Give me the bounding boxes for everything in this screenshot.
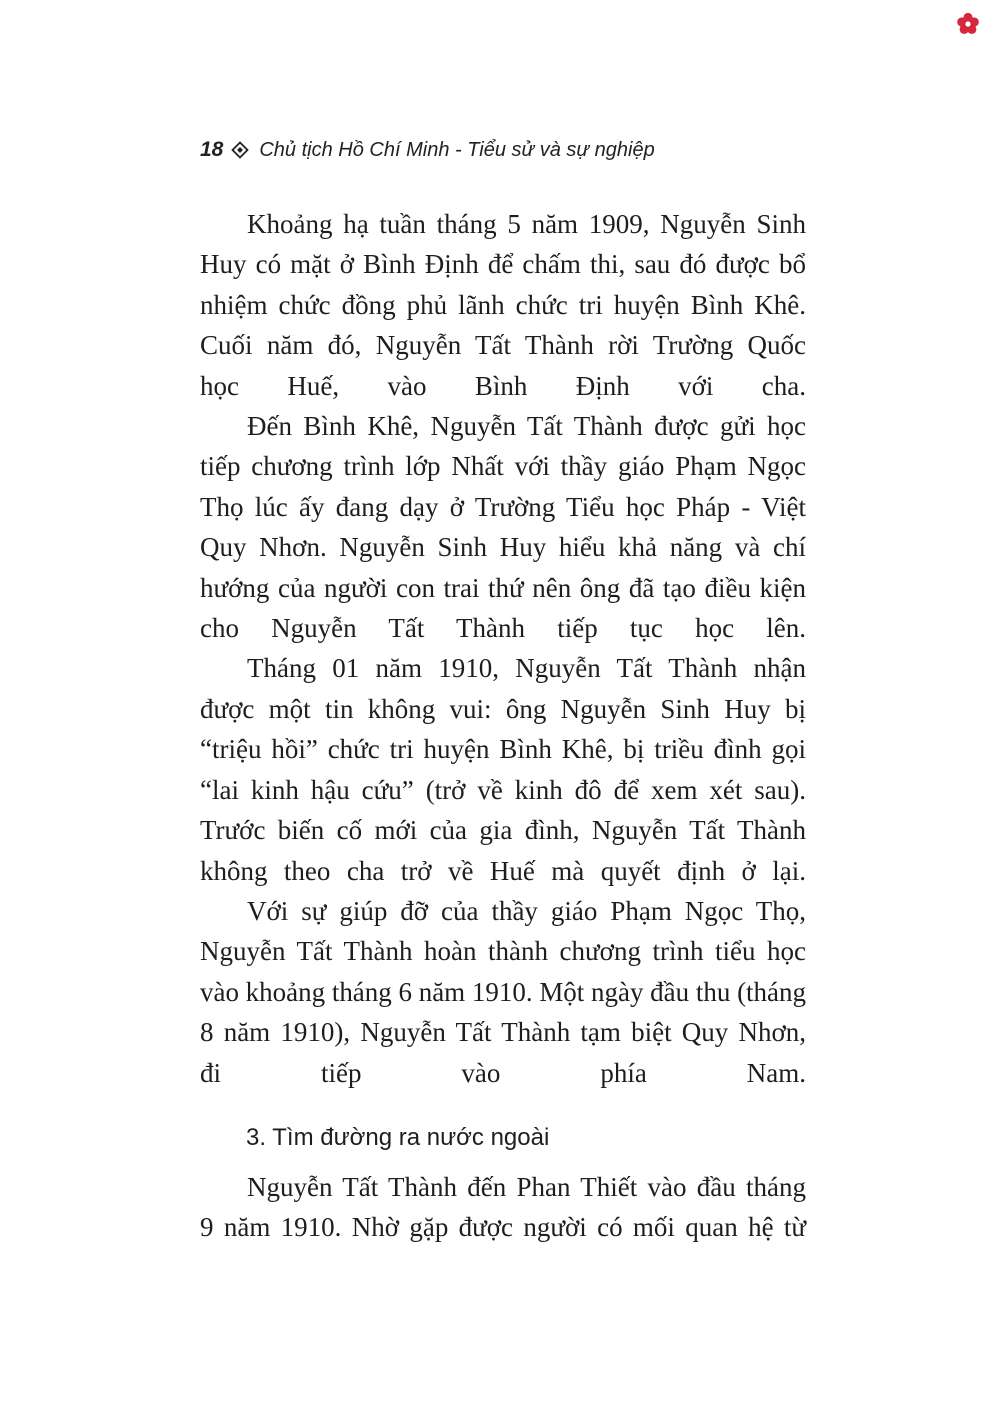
line-text: Quy Nhơn. Nguyễn Sinh Huy hiểu khả năng và chí bbox=[200, 532, 806, 563]
running-header bbox=[200, 138, 655, 162]
diamond-icon bbox=[231, 141, 249, 159]
text-line bbox=[200, 568, 806, 608]
body-text bbox=[200, 204, 806, 1093]
text-line bbox=[200, 1207, 806, 1247]
line-text: Trước biến cố mới của gia đình, Nguyễn Tất Thành bbox=[200, 815, 806, 846]
text-line bbox=[200, 1167, 806, 1207]
text-line bbox=[200, 891, 806, 931]
text-line bbox=[200, 325, 806, 365]
line-text: Cuối năm đó, Nguyễn Tất Thành rời Trường Quốc bbox=[200, 330, 806, 361]
text-line bbox=[200, 1012, 806, 1052]
line-text: cho Nguyễn Tất Thành tiếp tục học lên. bbox=[200, 613, 806, 644]
text-line bbox=[200, 406, 806, 446]
text-line bbox=[200, 285, 806, 325]
line-text: Đến Bình Khê, Nguyễn Tất Thành được gửi học bbox=[247, 411, 806, 442]
line-text: tiếp chương trình lớp Nhất với thầy giáo Phạm Ngọc bbox=[200, 451, 806, 482]
line-text: Khoảng hạ tuần tháng 5 năm 1909, Nguyễn Sinh bbox=[247, 209, 806, 239]
text-line bbox=[200, 244, 806, 284]
text-line bbox=[200, 446, 806, 486]
text-line bbox=[200, 931, 806, 971]
text-line bbox=[200, 972, 806, 1012]
line-text: 9 năm 1910. Nhờ gặp được người có mối quan hệ từ bbox=[200, 1212, 807, 1243]
paragraph-1 bbox=[200, 204, 806, 406]
text-line bbox=[200, 527, 806, 567]
section-body-text bbox=[200, 1167, 806, 1248]
line-text: vào khoảng tháng 6 năm 1910. Một ngày đầu thu (tháng bbox=[200, 976, 806, 1007]
line-text: được một tin không vui: ông Nguyễn Sinh Huy bị bbox=[200, 693, 806, 724]
text-line bbox=[200, 366, 806, 406]
line-text: hướng của người con trai thứ nên ông đã tạo điều kiện bbox=[200, 572, 806, 603]
line-text: học Huế, vào Bình Định với cha. bbox=[200, 370, 806, 401]
line-text: Nguyễn Tất Thành hoàn thành chương trình tiểu học bbox=[200, 936, 806, 967]
line-text: Huy có mặt ở Bình Định để chấm thi, sau đó được bổ bbox=[200, 249, 806, 280]
text-line bbox=[200, 608, 806, 648]
book-title: Chủ tịch Hồ Chí Minh - Tiểu sử và sự nghiệp bbox=[259, 138, 655, 161]
line-text: nhiệm chức đồng phủ lãnh chức tri huyện Bình Khê. bbox=[200, 289, 806, 320]
paragraph-4 bbox=[200, 891, 806, 1093]
line-text: Nguyễn Tất Thành đến Phan Thiết vào đầu tháng bbox=[247, 1172, 806, 1202]
text-line bbox=[200, 810, 806, 850]
line-text: Với sự giúp đỡ của thầy giáo Phạm Ngọc Thọ, bbox=[247, 895, 806, 926]
text-line bbox=[200, 689, 806, 729]
section-heading: 3. Tìm đường ra nước ngoài bbox=[246, 1124, 550, 1151]
line-text: Tháng 01 năm 1910, Nguyễn Tất Thành nhận bbox=[247, 653, 806, 684]
paragraph-2 bbox=[200, 406, 806, 648]
text-line bbox=[200, 729, 806, 769]
paragraph-3 bbox=[200, 648, 806, 890]
flower-icon bbox=[955, 11, 981, 37]
line-text: không theo cha trở về Huế mà quyết định ở lại. bbox=[200, 855, 806, 886]
text-line bbox=[200, 1053, 806, 1093]
line-text: 8 năm 1910), Nguyễn Tất Thành tạm biệt Quy Nhơn, bbox=[200, 1017, 806, 1048]
text-line bbox=[200, 851, 806, 891]
line-text: “triệu hồi” chức tri huyện Bình Khê, bị triều đình gọi bbox=[200, 734, 806, 765]
page-number: 18 bbox=[200, 138, 224, 161]
text-line bbox=[200, 204, 806, 244]
line-text: “lai kinh hậu cứu” (trở về kinh đô để xem xét sau). bbox=[200, 774, 806, 805]
text-line bbox=[200, 770, 806, 810]
text-line bbox=[200, 487, 806, 527]
line-text: Thọ lúc ấy đang dạy ở Trường Tiểu học Pháp - Việt bbox=[200, 491, 806, 522]
line-text: đi tiếp vào phía Nam. bbox=[200, 1057, 806, 1088]
text-line bbox=[200, 648, 806, 688]
